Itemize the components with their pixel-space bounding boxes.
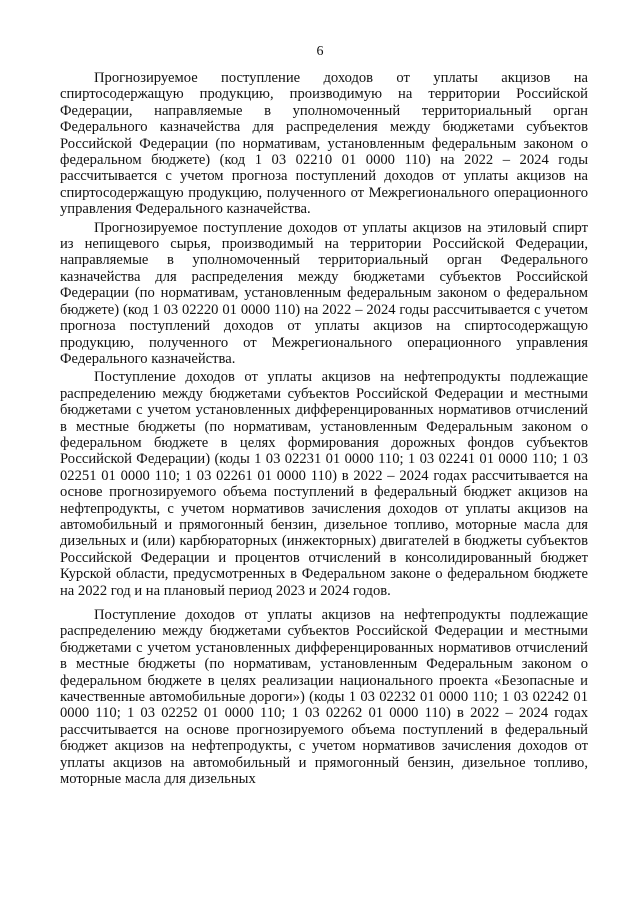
paragraph-ethyl-alcohol-excise: Прогнозируемое поступление доходов от уплаты акцизов на этиловый спирт из непищевого сырья, производимый на территории Российской Федерации, направляемые в уполномоченный территориальный орган Федерального казначейства для распределения между бюджетами субъектов Российской Федерации (по нормативам, установленным федеральным законом о федеральном бюджете) (код 1 03 02220 01 0000 110) на 2022 – 2024 годы рассчитывается с учетом прогноза поступлений доходов от уплаты акцизов на спиртосодержащую продукцию, полученного от Межрегионального операционного управления Федерального казначейства. — [60, 219, 588, 367]
document-body — [60, 70, 588, 789]
paragraph-alcohol-products-excise: Прогнозируемое поступление доходов от уплаты акцизов на спиртосодержащую продукцию, производимую на территории Российской Федерации, направляемые в уполномоченный территориальный орган Федерального казначейства для распределения между бюджетами субъектов Российской Федерации (по нормативам, установленным федеральным законом о федеральном бюджете) (код 1 03 02210 01 0000 110) на 2022 – 2024 годы рассчитывается с учетом прогноза поступлений доходов от уплаты акцизов на спиртосодержащую продукцию, полученного от Межрегионального операционного управления Федерального казначейства. — [60, 70, 588, 218]
page-number: 6 — [316, 44, 324, 59]
paragraph-petroleum-national-project: Поступление доходов от уплаты акцизов на нефтепродукты подлежащие распределению между бюджетами субъектов Российской Федерации и местными бюджетами с учетом установленных дифференцированных нормативов отчислений в местные бюджеты (по нормативам, установленным Федеральным законом о федеральном бюджете в целях реализации национального проекта «Безопасные и качественные автомобильные дороги») (коды 1 03 02232 01 0000 110; 1 03 02242 01 0000 110; 1 03 02252 01 0000 110; 1 03 02262 01 0000 110) в 2022 – 2024 годах рассчитывается на основе прогнозируемого объема поступлений в федеральный бюджет акцизов на нефтепродукты, с учетом нормативов зачисления доходов от уплаты акцизов на автомобильный и прямогонный бензин, дизельное топливо, моторные масла для дизельных — [60, 607, 588, 788]
paragraph-petroleum-road-funds: Поступление доходов от уплаты акцизов на нефтепродукты подлежащие распределению между бюджетами субъектов Российской Федерации и местными бюджетами с учетом установленных дифференцированных нормативов отчислений в местные бюджеты (по нормативам, установленным Федеральным законом о федеральном бюджете в целях формирования дорожных фондов субъектов Российской Федерации) (коды 1 03 02231 01 0000 110; 1 03 02241 01 0000 110; 1 03 02251 01 0000 110; 1 03 02261 01 0000 110) в 2022 – 2024 годах рассчитывается на основе прогнозируемого объема поступлений в федеральный бюджет акцизов на нефтепродукты, с учетом нормативов зачисления доходов от уплаты акцизов на автомобильный и прямогонный бензин, дизельное топливо, моторные масла для дизельных и (или) карбюраторных (инжекторных) двигателей в бюджеты субъектов Российской Федерации и процентов отчислений в консолидированный бюджет Курской области, предусмотренных в Федеральном законе о федеральном бюджете на 2022 год и на плановый период 2023 и 2024 годов. — [60, 369, 588, 599]
